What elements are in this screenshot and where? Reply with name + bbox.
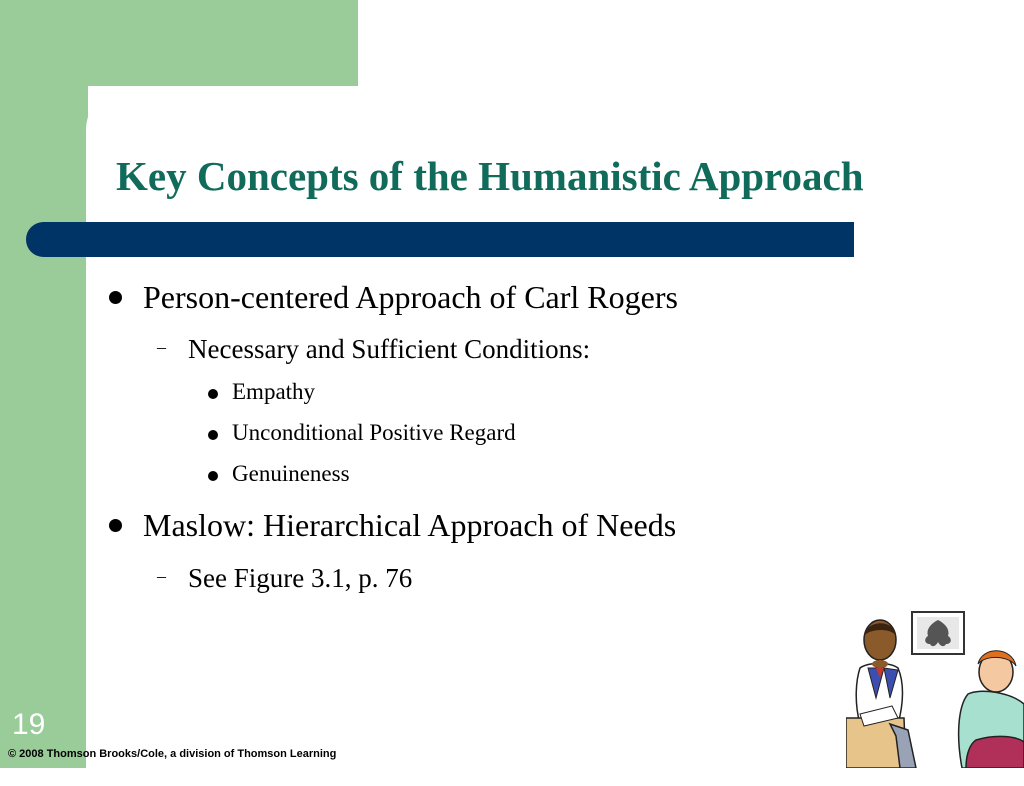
bullet-maslow: Maslow: Hierarchical Approach of Needs <box>143 507 677 543</box>
bullet-dot-icon <box>109 291 122 304</box>
bullet-dot-icon <box>109 519 122 532</box>
green-top-band <box>0 0 358 86</box>
therapy-session-clipart-icon <box>846 606 1024 768</box>
bullet-dot-icon <box>208 389 218 399</box>
title-underline-bar <box>26 222 854 257</box>
sub-bullet-figure-ref: See Figure 3.1, p. 76 <box>188 563 413 593</box>
slide-title: Key Concepts of the Humanistic Approach <box>116 153 864 199</box>
slide-number: 19 <box>12 708 46 741</box>
bullet-dot-icon <box>208 471 218 481</box>
sub-bullet-conditions: Necessary and Sufficient Conditions: <box>188 334 591 364</box>
green-side-band <box>0 0 88 768</box>
copyright-notice: © 2008 Thomson Brooks/Cole, a division of Thomson Learning <box>8 748 337 760</box>
bullet-dot-icon <box>208 430 218 440</box>
dash-bullet-icon: – <box>157 337 166 357</box>
bullet-person-centered: Person-centered Approach of Carl Rogers <box>143 279 678 315</box>
sub-item-empathy: Empathy <box>232 379 316 404</box>
dash-bullet-icon: – <box>157 566 166 586</box>
sub-item-genuineness: Genuineness <box>232 461 350 486</box>
sub-item-unconditional-positive-regard: Unconditional Positive Regard <box>232 420 516 445</box>
